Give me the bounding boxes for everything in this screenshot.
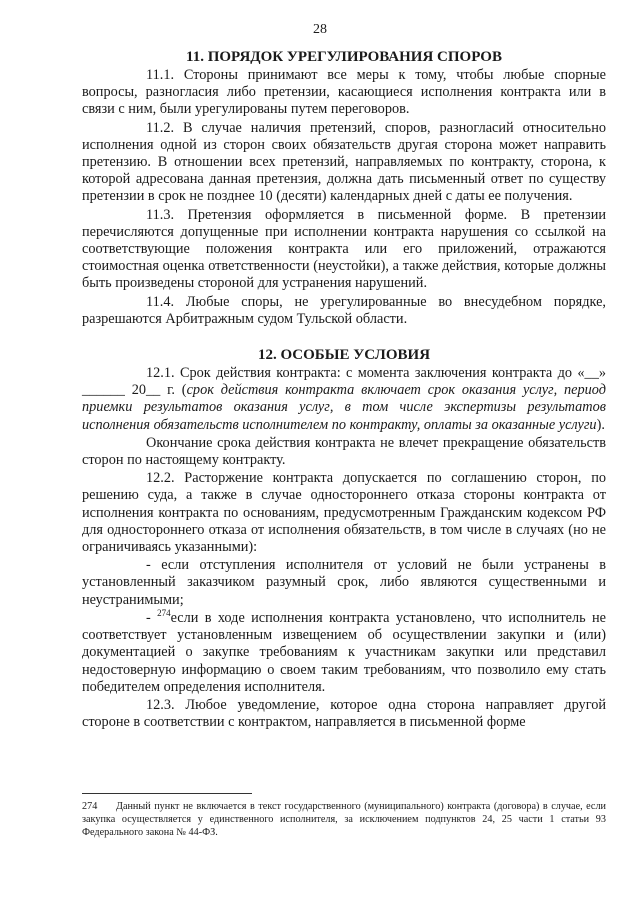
page-number: 28 [313,22,327,37]
footnotes-area [82,793,606,839]
list-item-dash-1: - если отступления исполнителя от условий не были устранены в установленный заказчиком разумный срок, либо являются существенными и неустранимыми; [82,557,606,608]
paragraph-11-4: 11.4. Любые споры, не урегулированные во внесудебном порядке, разрешаются Арбитражным судом Тульской области. [82,293,606,327]
paragraph-12-1 [82,365,606,434]
footnote-274 [82,800,606,839]
list-item-dash-2 [82,610,606,696]
footnote-text: Данный пункт не включается в текст государственного (муниципального) контракта (договора) в случае, если закупка осуществляется у единственного исполнителя, за исключением подпунктов 24, 25 части 1 статьи 93 Федерального закона № 44-ФЗ. [82,801,606,838]
page-content [82,48,606,732]
section-11-title: 11. ПОРЯДОК УРЕГУЛИРОВАНИЯ СПОРОВ [186,49,502,65]
paragraph-12-3: 12.3. Любое уведомление, которое одна сторона направляет другой стороне в соответствии с контрактом, направляется в письменной форме [82,696,606,731]
footnote-ref-274[interactable]: 274 [157,608,171,619]
dash-2-text: если в ходе исполнения контракта установлено, что исполнитель не соответствует установленным извещением об осуществлении закупки и (или) документацией о закупке требованиям к участникам закупки или представил недостоверную информацию о своем таким требованиям, что позволило ему стать победителем определения исполнителя. [82,609,606,695]
paragraph-12-1-italic: срок действия контракта включает срок оказания услуг, период приемки результатов оказания услуг, в том числе экспертизы результатов исполнения обязательств исполнителем по контракту, оплаты за оказанные услуги [82,382,607,433]
paragraph-12-1-start: 12.1. Срок действия контракта: с момента заключения контракта до «__» ______ 20__ г. ( [82,365,606,399]
footnote-number: 274 [82,801,98,812]
paragraph-11-1: 11.1. Стороны принимают все меры к тому, чтобы любые спорные вопросы, разногласия либо претензии, касающиеся исполнения контракта или в связи с ним, были урегулированы путем переговоров. [82,67,606,118]
section-12-title: 12. ОСОБЫЕ УСЛОВИЯ [257,347,431,364]
paragraph-11-3: 11.3. Претензия оформляется в письменной форме. В претензии перечисляются допущенные при исполнении контракта нарушения со ссылкой на соответствующие положения контракта или его приложений, отражаются стоимостная оценка ответственности (неустойки), а также действия, которые должны быть произведены стороной для устранения нарушений. [82,206,606,292]
footnote-divider [82,793,252,794]
paragraph-12-1-continued: Окончание срока действия контракта не влечет прекращение обязательств сторон по настоящему контракту. [82,434,606,469]
paragraph-12-2: 12.2. Расторжение контракта допускается по соглашению сторон, по решению суда, а также в случае одностороннего отказа стороны контракта от исполнения контракта по основаниям, предусмотренным Гражданским кодексом РФ для одностороннего отказа от исполнения обязательств, в том числе в случаях (но не ограничиваясь указанными): [82,470,606,556]
paragraph-12-1-end: ). [596,416,605,433]
dash-2-prefix: - [146,609,158,626]
paragraph-11-2: 11.2. В случае наличия претензий, споров, разногласий относительно исполнения одной из сторон своих обязательств другая сторона может направить претензию. В отношении всех претензий, направляемых по контракту, сторона, к которой адресована данная претензия, должна дать письменный ответ по существу претензии в срок не позднее 10 (десяти) календарных дней с даты ее получения. [82,119,606,205]
